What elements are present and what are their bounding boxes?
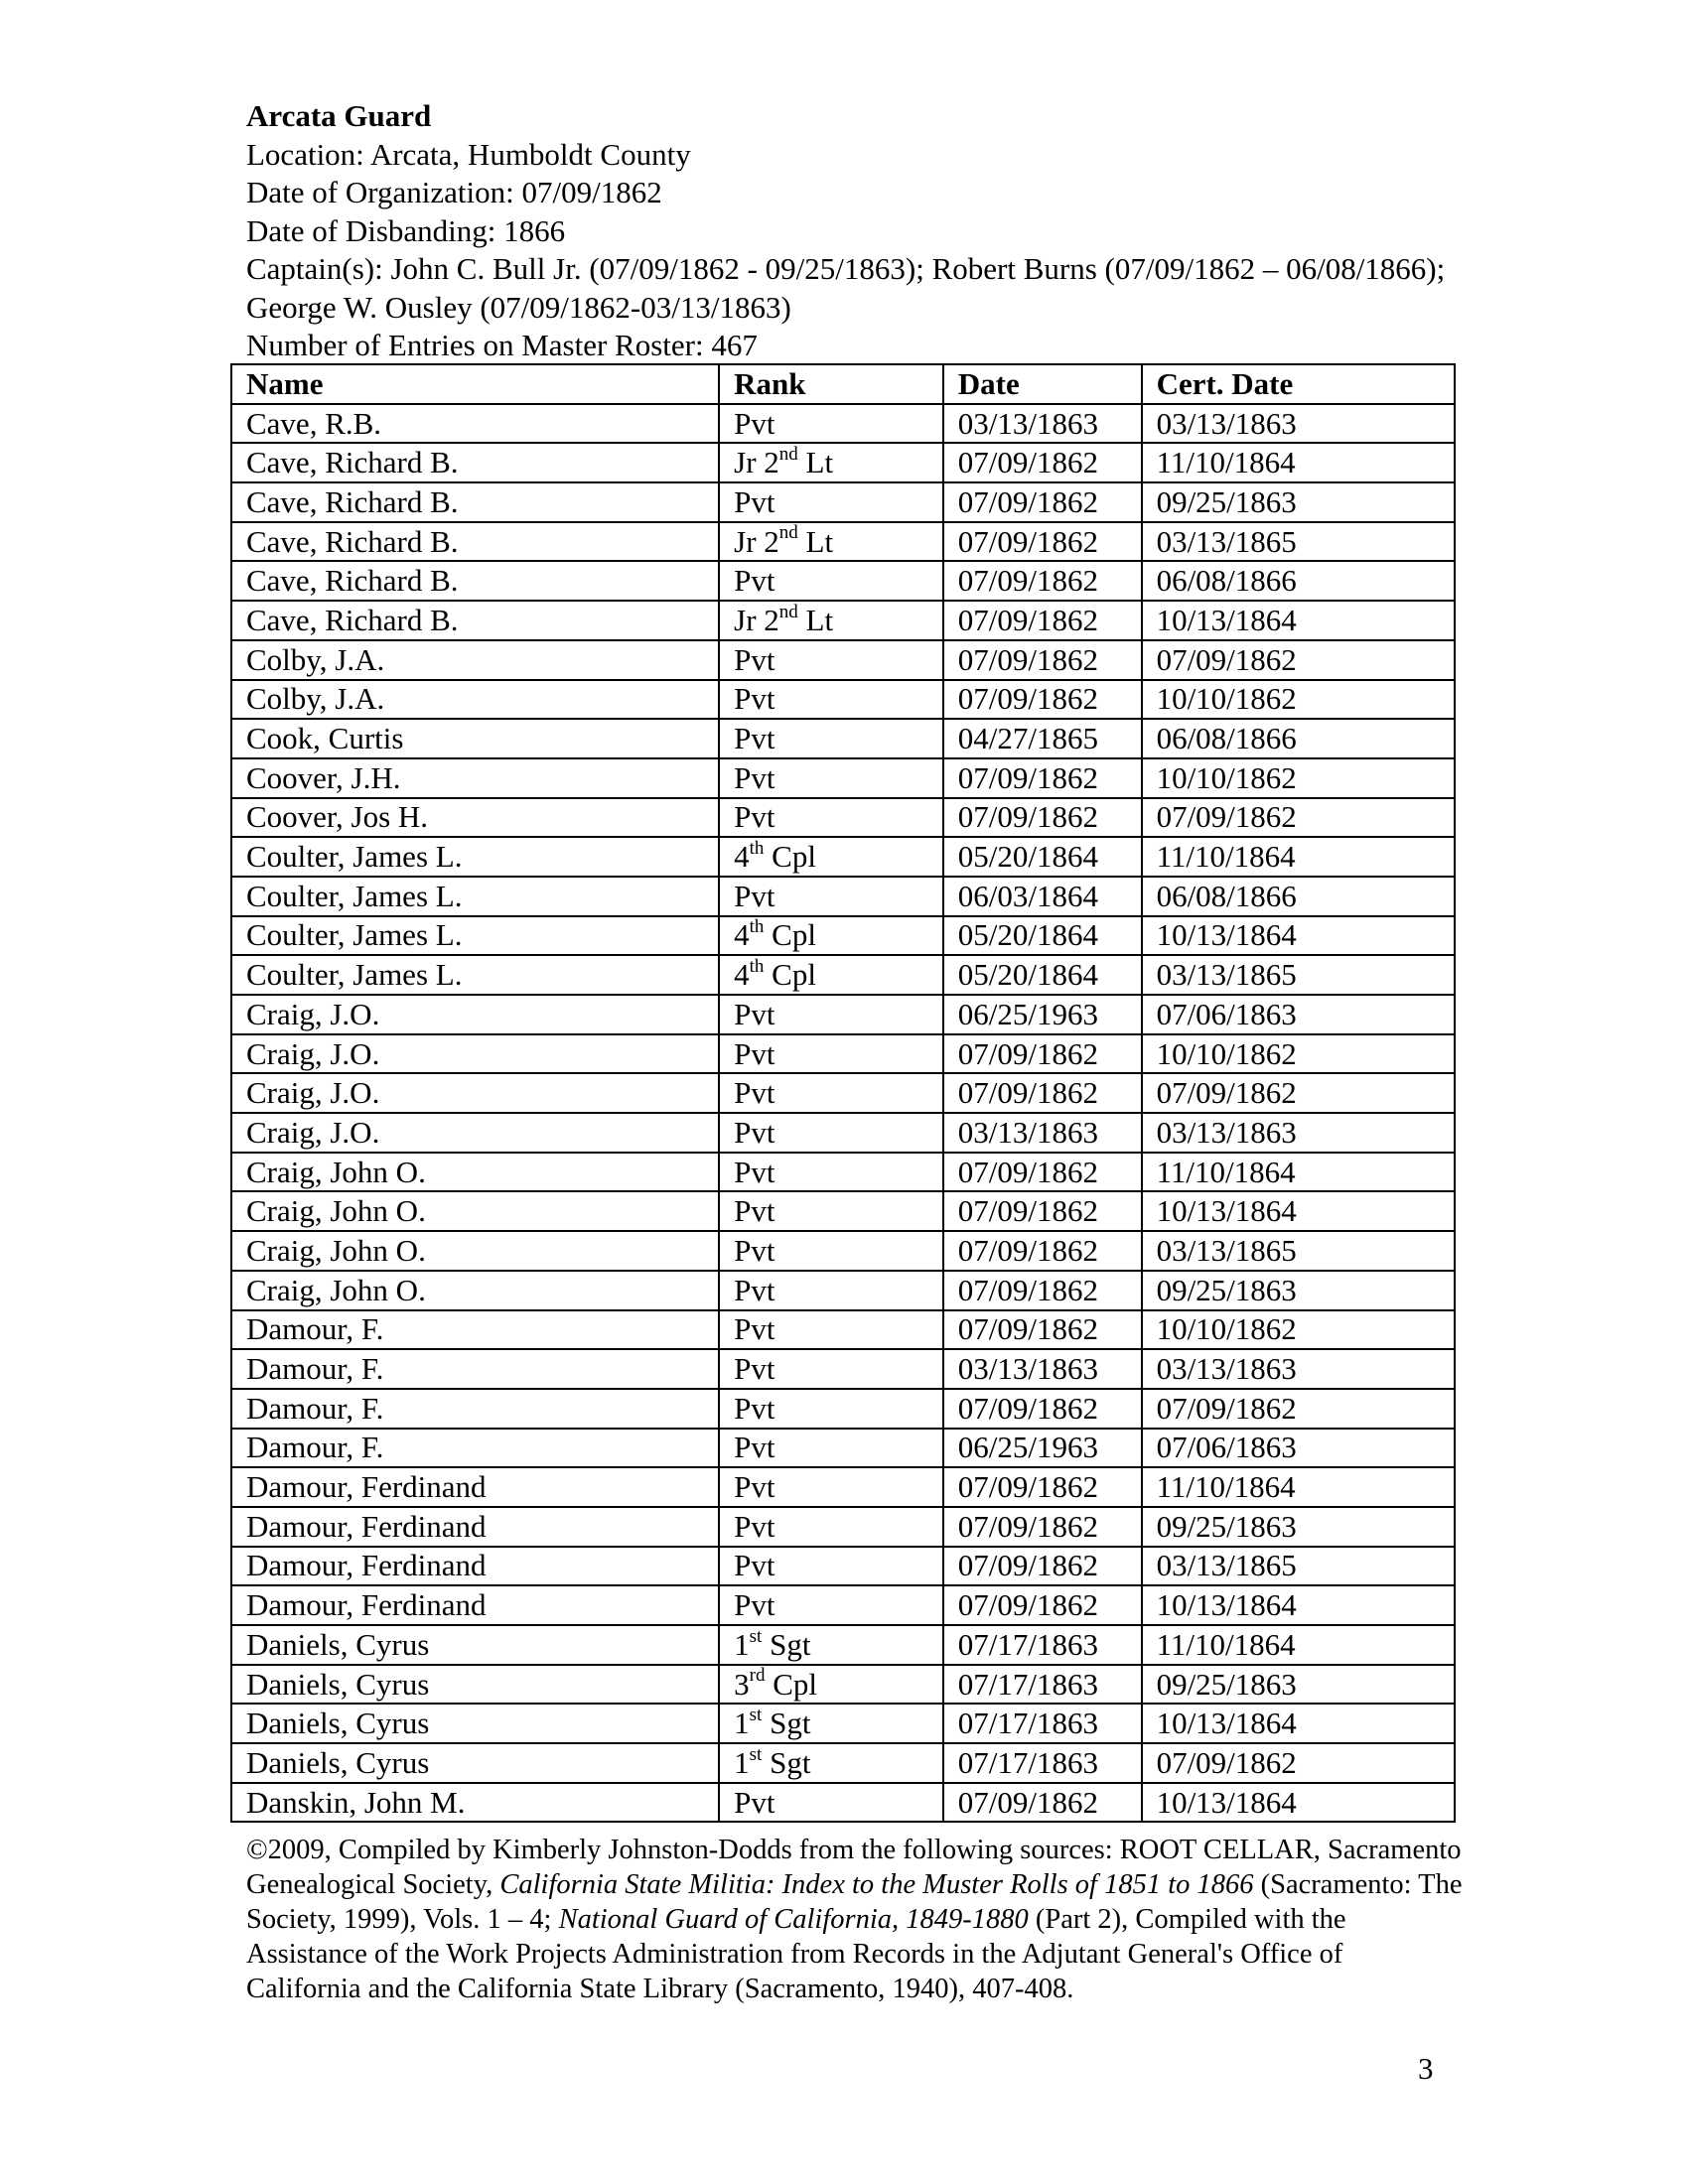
cell-cert-date: 10/13/1864 [1142, 916, 1455, 956]
table-row [231, 995, 1455, 1034]
rank-ordinal-suffix: nd [778, 522, 798, 544]
cell-name: Damour, Ferdinand [231, 1507, 719, 1547]
cell-name: Colby, J.A. [231, 640, 719, 680]
location-line: Location: Arcata, Humboldt County [246, 136, 691, 172]
cell-name: Craig, John O. [231, 1153, 719, 1192]
rank-text: Pvt [734, 405, 775, 441]
cell-cert-date: 07/09/1862 [1142, 798, 1455, 838]
cell-date: 07/09/1862 [943, 482, 1142, 522]
cell-name: Damour, F. [231, 1389, 719, 1429]
cell-date: 07/17/1863 [943, 1665, 1142, 1705]
rank-text: Pvt [734, 641, 775, 677]
cell-cert-date: 03/13/1863 [1142, 1113, 1455, 1153]
cell-name: Cave, Richard B. [231, 522, 719, 562]
rank-text: Pvt [734, 721, 775, 756]
cell-date: 07/09/1862 [943, 1310, 1142, 1350]
table-row [231, 719, 1455, 758]
cell-cert-date: 03/13/1865 [1142, 522, 1455, 562]
cell-cert-date: 09/25/1863 [1142, 1271, 1455, 1310]
rank-ordinal-suffix: th [749, 955, 765, 977]
rank-text: Pvt [734, 1469, 775, 1505]
cell-name: Craig, J.O. [231, 1073, 719, 1113]
rank-text: Pvt [734, 1548, 775, 1583]
cell-name: Coulter, James L. [231, 916, 719, 956]
cell-cert-date: 10/13/1864 [1142, 1191, 1455, 1231]
rank-text: Pvt [734, 1272, 775, 1307]
table-row [231, 1547, 1455, 1586]
roster-table [230, 363, 1456, 1823]
rank-title: Cpl [765, 1666, 818, 1702]
cell-date: 07/17/1863 [943, 1625, 1142, 1665]
rank-text: Pvt [734, 1390, 775, 1426]
table-row [231, 443, 1455, 482]
cell-name: Craig, John O. [231, 1231, 719, 1271]
table-row [231, 561, 1455, 601]
cell-date: 03/13/1863 [943, 404, 1142, 444]
cell-date: 07/09/1862 [943, 443, 1142, 482]
cell-date: 07/09/1862 [943, 1507, 1142, 1547]
table-row [231, 837, 1455, 877]
cell-rank [719, 640, 943, 680]
cell-date: 07/09/1862 [943, 522, 1142, 562]
cell-name: Craig, John O. [231, 1191, 719, 1231]
table-row [231, 758, 1455, 798]
cell-date: 07/09/1862 [943, 1271, 1142, 1310]
citation-title-1: California State Militia: Index to the Muster Rolls of 1851 to 1866 [499, 1869, 1254, 1900]
cell-cert-date: 09/25/1863 [1142, 482, 1455, 522]
cell-date: 05/20/1864 [943, 916, 1142, 956]
cell-date: 07/09/1862 [943, 680, 1142, 720]
cell-cert-date: 10/10/1862 [1142, 680, 1455, 720]
captains-line: Captain(s): John C. Bull Jr. (07/09/1862 - 09/25/1863); Robert Burns (07/09/1862 – 06/08/1866); George W. Ousley (07/09/1862-03/13/1863) [246, 251, 1446, 325]
rank-text: Pvt [734, 1193, 775, 1229]
table-row [231, 1389, 1455, 1429]
cell-cert-date: 10/10/1862 [1142, 758, 1455, 798]
table-row [231, 798, 1455, 838]
rank-text: Jr 2 [734, 523, 779, 559]
cell-date: 07/09/1862 [943, 1191, 1142, 1231]
cell-cert-date: 03/13/1865 [1142, 1547, 1455, 1586]
cell-date: 07/09/1862 [943, 1231, 1142, 1271]
citation-text-2: (Sacramento: The Society, 1999), Vols. 1 – 4; [246, 1869, 1463, 1935]
cell-name: Daniels, Cyrus [231, 1625, 719, 1665]
rank-text: Pvt [734, 1154, 775, 1189]
rank-ordinal-suffix: st [749, 1625, 763, 1647]
cell-date: 04/27/1865 [943, 719, 1142, 758]
table-row [231, 1665, 1455, 1705]
cell-rank [719, 1349, 943, 1389]
cell-rank [719, 916, 943, 956]
cell-rank [719, 719, 943, 758]
table-row [231, 877, 1455, 916]
rank-title: Sgt [762, 1744, 811, 1780]
cell-cert-date: 11/10/1864 [1142, 1467, 1455, 1507]
rank-ordinal-suffix: th [749, 916, 765, 938]
cell-cert-date: 09/25/1863 [1142, 1507, 1455, 1547]
cell-date: 07/09/1862 [943, 1153, 1142, 1192]
cell-date: 06/03/1864 [943, 877, 1142, 916]
cell-rank [719, 1191, 943, 1231]
rank-text: Pvt [734, 799, 775, 835]
cell-date: 07/09/1862 [943, 1034, 1142, 1074]
table-row [231, 1783, 1455, 1823]
cell-rank [719, 404, 943, 444]
cell-date: 07/09/1862 [943, 601, 1142, 640]
table-row [231, 1585, 1455, 1625]
rank-text: Pvt [734, 1784, 775, 1820]
cell-name: Cave, Richard B. [231, 601, 719, 640]
rank-text: Pvt [734, 1508, 775, 1544]
cell-cert-date: 03/13/1865 [1142, 1231, 1455, 1271]
table-row [231, 680, 1455, 720]
cell-cert-date: 11/10/1864 [1142, 837, 1455, 877]
rank-text: Pvt [734, 1587, 775, 1623]
rank-text: Pvt [734, 759, 775, 795]
cell-date: 03/13/1863 [943, 1349, 1142, 1389]
disbanding-date-line: Date of Disbanding: 1866 [246, 212, 566, 248]
cell-date: 03/13/1863 [943, 1113, 1142, 1153]
cell-date: 05/20/1864 [943, 955, 1142, 995]
cell-rank [719, 443, 943, 482]
cell-date: 07/09/1862 [943, 1783, 1142, 1823]
citation-title-2: National Guard of California, 1849-1880 [558, 1904, 1029, 1935]
cell-name: Danskin, John M. [231, 1783, 719, 1823]
rank-ordinal-suffix: st [749, 1743, 763, 1765]
cell-rank [719, 1585, 943, 1625]
table-row [231, 1310, 1455, 1350]
rank-text: 1 [734, 1706, 750, 1741]
rank-ordinal-suffix: nd [778, 443, 798, 465]
cell-cert-date: 11/10/1864 [1142, 1153, 1455, 1192]
cell-rank [719, 955, 943, 995]
cell-cert-date: 10/10/1862 [1142, 1310, 1455, 1350]
rank-text: 4 [734, 957, 750, 993]
table-row [231, 955, 1455, 995]
cell-date: 07/17/1863 [943, 1704, 1142, 1743]
cell-name: Colby, J.A. [231, 680, 719, 720]
table-row [231, 482, 1455, 522]
source-citation [246, 1833, 1463, 2006]
rank-title: Lt [797, 602, 834, 637]
rank-text: Pvt [734, 681, 775, 717]
rank-text: 1 [734, 1626, 750, 1662]
cell-name: Daniels, Cyrus [231, 1743, 719, 1783]
rank-text: 4 [734, 839, 750, 875]
cell-rank [719, 1467, 943, 1507]
cell-name: Damour, F. [231, 1349, 719, 1389]
cell-cert-date: 07/09/1862 [1142, 1389, 1455, 1429]
cell-date: 07/09/1862 [943, 1585, 1142, 1625]
cell-date: 06/25/1963 [943, 1429, 1142, 1468]
table-row [231, 1743, 1455, 1783]
rank-title: Lt [797, 445, 834, 480]
cell-rank [719, 680, 943, 720]
table-row [231, 1349, 1455, 1389]
cell-date: 07/09/1862 [943, 758, 1142, 798]
cell-cert-date: 06/08/1866 [1142, 719, 1455, 758]
table-row [231, 1034, 1455, 1074]
cell-cert-date: 07/09/1862 [1142, 640, 1455, 680]
cell-cert-date: 07/06/1863 [1142, 995, 1455, 1034]
cell-cert-date: 07/09/1862 [1142, 1743, 1455, 1783]
cell-name: Damour, F. [231, 1429, 719, 1468]
cell-rank [719, 1073, 943, 1113]
rank-text: Pvt [734, 483, 775, 519]
rank-title: Sgt [762, 1626, 811, 1662]
cell-name: Cook, Curtis [231, 719, 719, 758]
cell-name: Craig, J.O. [231, 1113, 719, 1153]
rank-ordinal-suffix: rd [749, 1665, 766, 1687]
organization-date-line: Date of Organization: 07/09/1862 [246, 175, 662, 209]
table-row [231, 1704, 1455, 1743]
cell-cert-date: 07/09/1862 [1142, 1073, 1455, 1113]
cell-cert-date: 10/10/1862 [1142, 1034, 1455, 1074]
table-row [231, 522, 1455, 562]
table-row [231, 1429, 1455, 1468]
cell-name: Cave, Richard B. [231, 561, 719, 601]
table-row [231, 1231, 1455, 1271]
cell-rank [719, 482, 943, 522]
cell-rank [719, 1547, 943, 1586]
cell-rank [719, 1113, 943, 1153]
rank-text: 4 [734, 917, 750, 953]
table-row [231, 1191, 1455, 1231]
cell-rank [719, 1310, 943, 1350]
table-row [231, 640, 1455, 680]
rank-title: Cpl [764, 917, 816, 953]
cell-name: Craig, J.O. [231, 995, 719, 1034]
cell-name: Cave, Richard B. [231, 482, 719, 522]
cell-date: 05/20/1864 [943, 837, 1142, 877]
cell-rank [719, 561, 943, 601]
cell-cert-date: 06/08/1866 [1142, 877, 1455, 916]
citation-text-3: (Part 2), Compiled with the Assistance of the Work Projects Administration from Records in the Adjutant General's Office of California and the California State Library (Sacramento, 1940), 407-408. [246, 1904, 1346, 2004]
column-header-cert-date: Cert. Date [1142, 364, 1455, 404]
cell-rank [719, 1389, 943, 1429]
rank-text: Pvt [734, 563, 775, 599]
page-number: 3 [1418, 2051, 1434, 2086]
cell-cert-date: 03/13/1863 [1142, 404, 1455, 444]
rank-ordinal-suffix: st [749, 1704, 763, 1725]
rank-text: Jr 2 [734, 602, 779, 637]
rank-text: Pvt [734, 1351, 775, 1387]
rank-text: Pvt [734, 1232, 775, 1268]
cell-rank [719, 522, 943, 562]
cell-date: 07/09/1862 [943, 1467, 1142, 1507]
rank-text: Pvt [734, 1114, 775, 1150]
rank-ordinal-suffix: th [749, 837, 765, 859]
cell-cert-date: 11/10/1864 [1142, 443, 1455, 482]
cell-name: Damour, F. [231, 1310, 719, 1350]
cell-rank [719, 1271, 943, 1310]
cell-name: Damour, Ferdinand [231, 1547, 719, 1586]
cell-cert-date: 09/25/1863 [1142, 1665, 1455, 1705]
document-header [246, 97, 1468, 365]
cell-name: Damour, Ferdinand [231, 1585, 719, 1625]
cell-name: Craig, John O. [231, 1271, 719, 1310]
cell-rank [719, 1743, 943, 1783]
rank-text: 1 [734, 1744, 750, 1780]
table-row [231, 1113, 1455, 1153]
table-header-row [231, 364, 1455, 404]
rank-text: Pvt [734, 878, 775, 913]
cell-cert-date: 10/13/1864 [1142, 1585, 1455, 1625]
cell-name: Craig, J.O. [231, 1034, 719, 1074]
cell-rank [719, 1665, 943, 1705]
table-row [231, 1073, 1455, 1113]
rank-title: Sgt [762, 1706, 811, 1741]
cell-date: 07/09/1862 [943, 1547, 1142, 1586]
table-row [231, 404, 1455, 444]
rank-text: Pvt [734, 1311, 775, 1347]
cell-rank [719, 1034, 943, 1074]
column-header-rank: Rank [719, 364, 943, 404]
rank-text: 3 [734, 1666, 750, 1702]
cell-cert-date: 10/13/1864 [1142, 601, 1455, 640]
roster-count-line: Number of Entries on Master Roster: 467 [246, 328, 758, 362]
table-row [231, 916, 1455, 956]
cell-name: Damour, Ferdinand [231, 1467, 719, 1507]
cell-date: 07/09/1862 [943, 640, 1142, 680]
cell-name: Coulter, James L. [231, 877, 719, 916]
rank-text: Pvt [734, 996, 775, 1031]
cell-name: Cave, Richard B. [231, 443, 719, 482]
roster-table-body [231, 404, 1455, 1823]
rank-ordinal-suffix: nd [778, 601, 798, 622]
cell-name: Coulter, James L. [231, 837, 719, 877]
cell-cert-date: 06/08/1866 [1142, 561, 1455, 601]
table-row [231, 1467, 1455, 1507]
cell-rank [719, 877, 943, 916]
cell-rank [719, 1783, 943, 1823]
cell-cert-date: 03/13/1865 [1142, 955, 1455, 995]
rank-text: Pvt [734, 1430, 775, 1465]
cell-rank [719, 837, 943, 877]
rank-title: Lt [797, 523, 834, 559]
column-header-name: Name [231, 364, 719, 404]
table-row [231, 1625, 1455, 1665]
cell-rank [719, 1429, 943, 1468]
cell-date: 07/09/1862 [943, 1073, 1142, 1113]
cell-date: 06/25/1963 [943, 995, 1142, 1034]
rank-text: Pvt [734, 1035, 775, 1071]
cell-rank [719, 798, 943, 838]
cell-date: 07/09/1862 [943, 1389, 1142, 1429]
citation-text-1: ©2009, Compiled by Kimberly Johnston-Dodds from the following sources: ROOT CELLAR, Sacramento Genealogical Society, [246, 1835, 1462, 1900]
cell-name: Coover, J.H. [231, 758, 719, 798]
table-row [231, 1507, 1455, 1547]
rank-text: Pvt [734, 1075, 775, 1111]
cell-rank [719, 1625, 943, 1665]
table-row [231, 601, 1455, 640]
cell-name: Coover, Jos H. [231, 798, 719, 838]
cell-cert-date: 10/13/1864 [1142, 1783, 1455, 1823]
cell-cert-date: 07/06/1863 [1142, 1429, 1455, 1468]
cell-rank [719, 1507, 943, 1547]
cell-name: Coulter, James L. [231, 955, 719, 995]
cell-rank [719, 1231, 943, 1271]
cell-cert-date: 10/13/1864 [1142, 1704, 1455, 1743]
rank-text: Jr 2 [734, 445, 779, 480]
unit-title: Arcata Guard [246, 98, 432, 133]
cell-cert-date: 11/10/1864 [1142, 1625, 1455, 1665]
rank-title: Cpl [764, 957, 816, 993]
cell-name: Cave, R.B. [231, 404, 719, 444]
cell-date: 07/09/1862 [943, 561, 1142, 601]
rank-title: Cpl [764, 839, 816, 875]
table-row [231, 1153, 1455, 1192]
cell-rank [719, 1704, 943, 1743]
cell-name: Daniels, Cyrus [231, 1665, 719, 1705]
cell-rank [719, 758, 943, 798]
cell-cert-date: 03/13/1863 [1142, 1349, 1455, 1389]
cell-rank [719, 601, 943, 640]
cell-rank [719, 995, 943, 1034]
cell-rank [719, 1153, 943, 1192]
cell-date: 07/09/1862 [943, 798, 1142, 838]
cell-name: Daniels, Cyrus [231, 1704, 719, 1743]
column-header-date: Date [943, 364, 1142, 404]
table-row [231, 1271, 1455, 1310]
cell-date: 07/17/1863 [943, 1743, 1142, 1783]
